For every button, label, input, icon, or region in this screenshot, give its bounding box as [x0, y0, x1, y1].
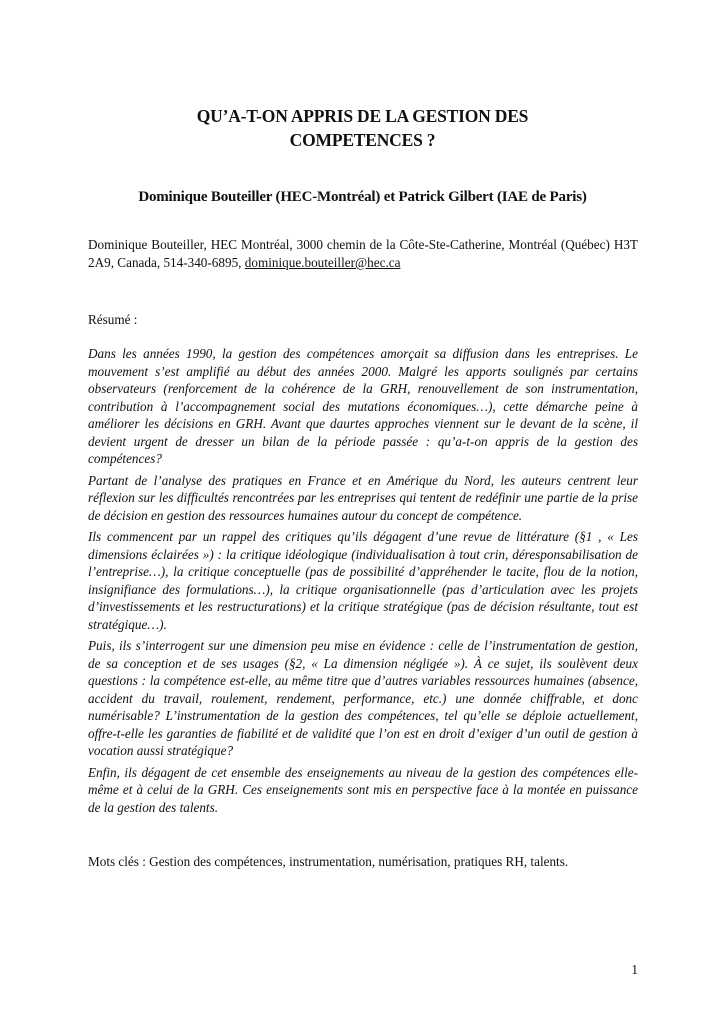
author-affiliation: [88, 236, 638, 272]
paper-title: [90, 104, 635, 152]
abstract-paragraph-5: Enfin, ils dégagent de cet ensemble des enseignements au niveau de la gestion des compétences elle-même et à celui de la GRH. Ces enseignements sont mis en perspective face à la montée en puissance de la gestion des talents.: [88, 764, 638, 815]
keywords-line: Mots clés : Gestion des compétences, instrumentation, numérisation, pratiques RH, talents.: [88, 854, 569, 869]
abstract-paragraph-4: Puis, ils s’interrogent sur une dimension peu mise en évidence : celle de l’instrumentation de gestion, de sa conception et de ses usages (§2, « La dimension négligée »). À ce sujet, ils soulèvent deux questions : la compétence est-elle, au même titre que d’autres variables ressources humaines (absence, accident du travail, roulement, rendement, performance, etc.) une donnée chiffrable, et donc numérisable? L’instrumentation de la gestion des compétences, tel qu’elle se déploie actuellement, offre-t-elle les garanties de fiabilité et de validité que l’on est en droit d’exiger d’un outil de gestion à vocation aussi stratégique?: [88, 638, 638, 758]
abstract-paragraph-2: Partant de l’analyse des pratiques en France et en Amérique du Nord, les auteurs centrent leur réflexion sur les difficultés rencontrées par les entreprises qui tentent de redéfinir une partie de la prise de décision en gestion des ressources humaines autour du concept de compétence.: [88, 472, 638, 523]
abstract-body: [88, 345, 638, 820]
affiliation-address: Dominique Bouteiller, HEC Montréal, 3000 chemin de la Côte-Ste-Catherine, Montréal (Québec) H3T 2A9, Canada, 514-340-6895,: [88, 237, 638, 270]
abstract-heading: Résumé :: [88, 312, 138, 327]
paper-title-line-2: COMPETENCES ?: [289, 130, 436, 150]
author-email-link[interactable]: dominique.bouteiller@hec.ca: [244, 255, 401, 270]
abstract-paragraph-3: Ils commencent par un rappel des critiques qu’ils dégagent d’une revue de littérature (§1 , « Les dimensions éclairées ») : la critique idéologique (individualisation à tout crin, déresponsabilisation de l’entreprise…), la critique conceptuelle (pas de possibilité d’appréhender le tacite, flou de la notion, insignifiance des formulations…), la critique organisationnelle (pas d’articulation avec les projets d’investissements et les restructurations) et la critique stratégique (pas de décision résultante, tout est stratégique…).: [88, 529, 638, 632]
page-number: 1: [631, 962, 638, 977]
abstract-paragraph-1: Dans les années 1990, la gestion des compétences amorçait sa diffusion dans les entreprises. Le mouvement s’est amplifié au début des années 2000. Malgré les apports soulignés par certains observateurs (renforcement de la cohérence de la GRH, renouvellement de son instrumentation, contribution à l’accompagnement social des mutations économiques…), cette démarche peine à améliorer les décisions en GRH. Avant que daurtes approches viennent sur le devant de la scène, il devient urgent de dresser un bilan de la période passée : qu’a-t-on appris de la gestion des compétences?: [88, 346, 638, 466]
paper-authors: Dominique Bouteiller (HEC-Montréal) et Patrick Gilbert (IAE de Paris): [138, 189, 587, 205]
paper-title-line-1: QU’A-T-ON APPRIS DE LA GESTION DES: [196, 106, 529, 126]
